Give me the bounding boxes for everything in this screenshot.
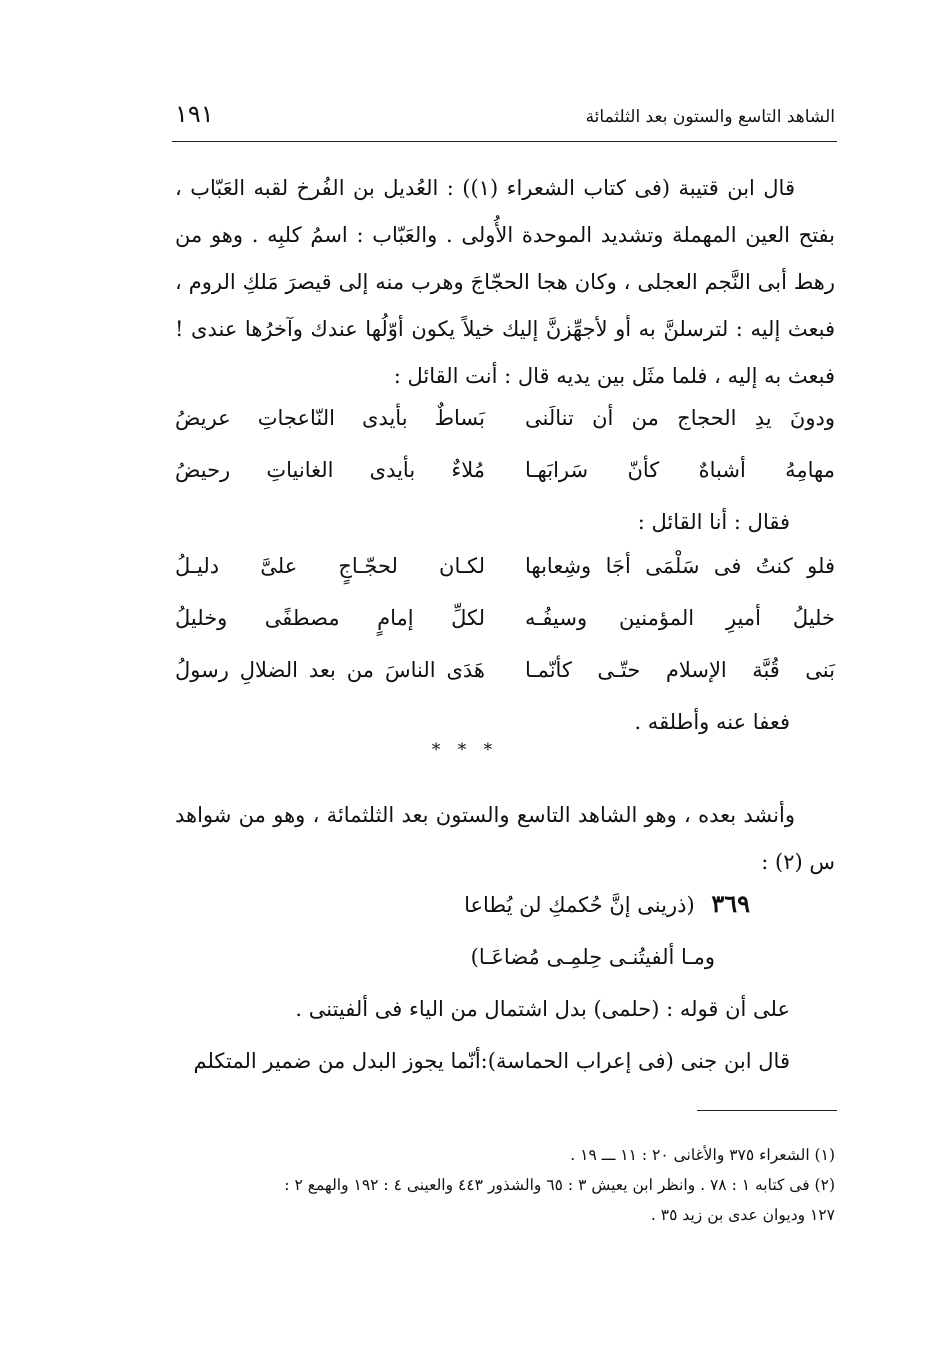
- first-hemistich: فلو كنتُ فى سَلْمَى أجَا وشِعابها: [525, 554, 835, 578]
- witness-number: ٣٦٩: [711, 889, 750, 918]
- page-header: [175, 100, 835, 128]
- next-section: [175, 792, 835, 886]
- outcome-line: فعفا عنه وأطلقه .: [634, 710, 790, 734]
- second-hemistich: لكلِّ إمامٍ مصطفًى وخليلُ: [175, 606, 485, 630]
- witness-line-2: ومـا ألفيتُنـى حِلمِـى مُضاعَـا): [470, 945, 715, 969]
- footnote: (١) الشعراء ٣٧٥ والأغانى ٢٠ : ١١ ـــ ١٩ .: [570, 1146, 835, 1164]
- witness-block: [175, 878, 835, 1087]
- verse-line: [175, 592, 835, 644]
- second-hemistich: بَساطٌ بأيدى النّاعجاتِ عريضُ: [175, 406, 485, 430]
- second-hemistich: مُلاءٌ بأيدى الغانياتِ رحيضُ: [175, 458, 485, 482]
- witness-line-1: [175, 878, 835, 931]
- second-hemistich: هَدَى الناسَ من بعد الضلالِ رسولُ: [175, 658, 485, 682]
- closing-line: على أن قوله : (حلمى) بدل اشتمال من الياء فى ألفيتنى .: [295, 997, 790, 1021]
- first-hemistich: ودونَ يدِ الحجاج من أن تنالَنى: [525, 406, 835, 430]
- verse-block-2: [175, 540, 835, 748]
- intro-paragraph: قال ابن قتيبة (فى كتاب الشعراء (١)) : العُديل بن الفُرخ لقبه العَبّاب ، بفتح العين المهملة وتشديد الموحدة الأُولى . والعَبّاب : اسمُ كلبِه . وهو من رهط أبى النَّجم العجلى ، وكان هجا الحجّاجَ وهرب منه إلى قيصرَ مَلكِ الروم ، فبعث إليه : لترسلنَّ به أو لأجهِّزنَّ إليك خيلاً يكون أوّلُها عندك وآخرُها عندى ! فبعث به إليه ، فلما مثَل بين يديه قال : أنت القائل :: [175, 176, 835, 388]
- footnote: (٢) فى كتابه ١ : ٧٨ . وانظر ابن يعيش ٣ : ٦٥ والشذور ٤٤٣ والعينى ٤ : ١٩٢ والهمع ٢ :: [284, 1176, 835, 1194]
- verse-line: [175, 392, 835, 444]
- footnote-rule: [697, 1110, 837, 1111]
- footnote-continuation: ١٢٧ وديوان عدى بن زيد ٣٥ .: [650, 1206, 835, 1224]
- witness-text-1: (ذرينى إنَّ حُكمكِ لن يُطاعا: [464, 893, 695, 917]
- first-hemistich: مهامِهُ أشباهٌ كأنّ سَرابَهـا: [525, 458, 835, 482]
- first-hemistich: بَنى قُبَّة الإسلام حتّـى كأنّمـا: [525, 658, 835, 682]
- header-rule: [172, 141, 837, 142]
- intro-section: [175, 165, 835, 400]
- first-hemistich: خليلُ أميرِ المؤمنين وسيفُـه: [525, 606, 835, 630]
- closing-line: قال ابن جنى (فى إعراب الحماسة):أنّما يجوز البدل من ضمير المتكلم: [193, 1049, 790, 1073]
- verse-line: [175, 644, 835, 696]
- page-number: ١٩١: [175, 100, 214, 128]
- verse-block-1: [175, 392, 835, 548]
- second-hemistich: لكـان لحجّـاجٍ علىَّ دليـلُ: [175, 554, 485, 578]
- section-separator: * * *: [431, 740, 499, 760]
- footnotes: [195, 1140, 835, 1230]
- verse-line: [175, 540, 835, 592]
- reply-intro: فقال : أنا القائل :: [637, 510, 790, 534]
- verse-line: [175, 444, 835, 496]
- running-head: الشاهد التاسع والستون بعد الثلثمائة: [585, 107, 835, 127]
- next-paragraph: وأنشد بعده ، وهو الشاهد التاسع والستون بعد الثلثمائة ، وهو من شواهد س (٢) :: [175, 803, 835, 874]
